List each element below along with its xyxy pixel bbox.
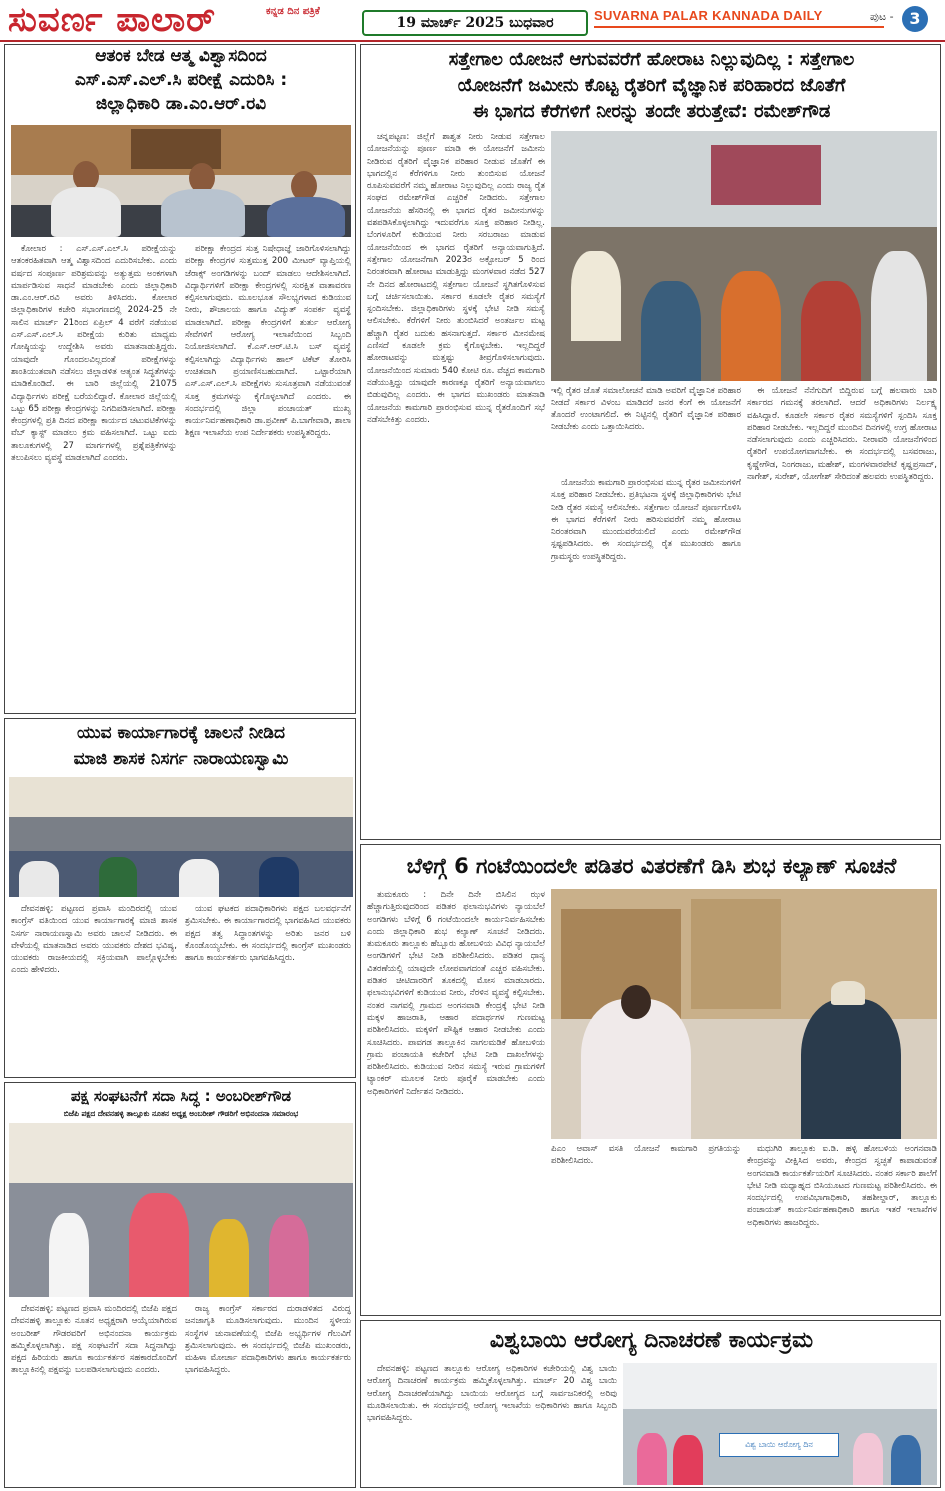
story1-col1-text: ಕೋಲಾರ : ಎಸ್.ಎಸ್.ಎಲ್.ಸಿ ಪರೀಕ್ಷೆಯನ್ನು ಆತಂಕರಹಿತವಾಗಿ ಆತ್ಮ ವಿಶ್ವಾಸದಿಂದ ಎದುರಿಸಬೇಕು. ಎಂದು ವರ್ಷದ ಸಂಪೂರ್ಣ ಪರಿಶ್ರಮವನ್ನು ಅತ್ಯುತ್ತಮ ಅಂಕಗಳಾಗಿ ಮಾರ್ಪಡಿಸುವ ಸಾಧನೆ ಮಾಡಬೇಕು ಎಂದು ಜಿಲ್ಲಾಧಿಕಾರಿ ಡಾ.ಎಂ.ಆರ್.ರವಿ ಅವರು ತಿಳಿಸಿದರು. ಕೋಲಾರ ಜಿಲ್ಲಾಧಿಕಾರಿಗಳ ಕಚೇರಿ ಸಭಾಂಗಣದಲ್ಲಿ 2024-25 ನೇ ಸಾಲಿನ ಮಾರ್ಚ್ 21ರಿಂದ ಏಪ್ರಿಲ್ 4 ವರೆಗೆ ನಡೆಯುವ ಎಸ್.ಎಸ್.ಎಲ್.ಸಿ ಪರೀಕ್ಷೆಯ ಕುರಿತು ಮಾಧ್ಯಮ ಗೋಷ್ಠಿಯನ್ನು ಉದ್ದೇಶಿಸಿ ಅವರು ಮಾತನಾಡುತ್ತಿದ್ದರು. ಯಾವುದೇ ಗೊಂದಲವಿಲ್ಲದಂತೆ ಪರೀಕ್ಷೆಗಳನ್ನು ಶಾಂತಿಯುತವಾಗಿ ನಡೆಸಲು ಜಿಲ್ಲಾಡಳಿತ ಆತ್ಯಂತ ಸಿದ್ಧತೆಗಳನ್ನು ಮಾಡಿಕೊಂಡಿದೆ. ಈ ಬಾರಿ ಜಿಲ್ಲೆಯಲ್ಲಿ 21075 ವಿದ್ಯಾರ್ಥಿಗಳು ಪರೀಕ್ಷೆ ಬರೆಯಲಿದ್ದಾರೆ. ಕೋಲಾರ ಜಿಲ್ಲೆಯಲ್ಲಿ ಒಟ್ಟು 65 ಪರೀಕ್ಷಾ ಕೇಂದ್ರಗಳನ್ನು ನಿಗದಿಪಡಿಸಲಾಗಿದೆ. ಪರೀಕ್ಷಾ ಕೇಂದ್ರಗಳಲ್ಲಿ ಪ್ರತಿ ದಿನದ ಪರೀಕ್ಷಾ ಕಾರ್ಯದ ಚಟುವಟಿಕೆಗಳನ್ನು ವೆಬ್ ಕ್ಯಾಸ್ಟ್ ಮಾಡಲು ಕ್ರಮ ವಹಿಸಲಾಗಿದೆ. ಒಟ್ಟು ಐದು ತಾಲೂಕುಗಳಲ್ಲಿ 27 ಮಾರ್ಗಗಳಲ್ಲಿ ಪ್ರಶ್ನೆಪತ್ರಿಕೆಗಳನ್ನು ತಲುಪಿಸಲು ವ್ಯವಸ್ಥೆ ಮಾಡಲಾಗಿದೆ ಎಂದರು. (11, 244, 177, 464)
story-oral-health-day (360, 1320, 941, 1488)
story4-photo-caption: ಇಲ್ಲಿ ರೈತರ ಜೊತೆ ಸಮಾಲೋಚನೆ ಮಾಡಿ ಅವರಿಗೆ ವೈಜ್ಞಾನಿಕ ಪರಿಹಾರ ನೀಡದೆ ಸರ್ಕಾರ ವಿಳಂಬ ಮಾಡಿದರೆ ಜನರ ಕೆಂಗೆ ಈ ಯೋಜನೆಗೆ ತೊಂದರೆ ಉಂಟಾಗಲಿದೆ. ಈ ನಿಟ್ಟಿನಲ್ಲಿ ರೈತರಿಗೆ ವೈಜ್ಞಾನಿಕ ಪರಿಹಾರ ನೀಡಬೇಕು ಎಂದು ಒತ್ತಾಯಿಸಿದರು. (551, 386, 741, 432)
story4-right-text: ಈ ಯೋಜನೆ ನೆನೆಗುದಿಗೆ ಬಿದ್ದಿರುವ ಬಗ್ಗೆ ಹಲವಾರು ಬಾರಿ ಸರ್ಕಾರದ ಗಮನಕ್ಕೆ ತರಲಾಗಿದೆ. ಆದರೆ ಅಧಿಕಾರಿಗಳು ನಿರ್ಲಕ್ಷ್ಯ ವಹಿಸಿದ್ದಾರೆ. ಕೂಡಲೇ ಸರ್ಕಾರ ರೈತರ ಸಮಸ್ಯೆಗಳಿಗೆ ಸ್ಪಂದಿಸಿ ಸೂಕ್ತ ಪರಿಹಾರ ನೀಡಬೇಕು. ಇಲ್ಲದಿದ್ದರೆ ಮುಂದಿನ ದಿನಗಳಲ್ಲಿ ಉಗ್ರ ಹೋರಾಟ ನಡೆಸಲಾಗುವುದು ಎಂದು ಎಚ್ಚರಿಸಿದರು. ನೀರಾವರಿ ಯೋಜನೆಗಳಿಂದ ರೈತರಿಗೆ ಉಪಯೋಗವಾಗಬೇಕು. ಈ ಸಂದರ್ಭದಲ್ಲಿ ಬಸವರಾಜು, ಕೃಷ್ಣೇಗೌಡ, ನಿಂಗರಾಜು, ಮಹೇಶ್, ಮಂಗಳವಾರಪೇಟೆ ಕೃಷ್ಣಪ್ರಸಾದ್, ನಾಗೇಶ್, ಸುರೇಶ್, ಯೋಗೇಶ್ ಸೇರಿದಂತೆ ಹಲವರು ಉಪಸ್ಥಿತರಿದ್ದರು. (747, 386, 937, 483)
story2-col2-text: ಯುವ ಘಟಕದ ಪದಾಧಿಕಾರಿಗಳು ಪಕ್ಷದ ಬಲವರ್ಧನೆಗೆ ಶ್ರಮಿಸಬೇಕು. ಈ ಕಾರ್ಯಾಗಾರದಲ್ಲಿ ಭಾಗವಹಿಸಿದ ಯುವಕರು ಪಕ್ಷದ ತತ್ವ ಸಿದ್ಧಾಂತಗಳನ್ನು ಅರಿತು ಜನರ ಬಳಿ ಕೊಂಡೊಯ್ಯಬೇಕು. ಈ ಸಂದರ್ಭದಲ್ಲಿ ಕಾಂಗ್ರೆಸ್ ಮುಖಂಡರು ಹಾಗೂ ಕಾರ್ಯಕರ್ತರು ಭಾಗವಹಿಸಿದ್ದರು. (185, 904, 351, 964)
story5-col1-text: ತುಮಕೂರು : ದಿನೇ ದಿನೇ ಬಿಸಿಲಿನ ಝಳ ಹೆಚ್ಚಾಗುತ್ತಿರುವುದರಿಂದ ಪಡಿತರ ಫಲಾನುಭವಿಗಳು ನ್ಯಾಯಬೆಲೆ ಅಂಗಡಿಗಳು ಬೆಳಿಗ್ಗೆ 6 ಗಂಟೆಯಿಂದಲೇ ಕಾರ್ಯನಿರ್ವಹಿಸಬೇಕು ಎಂದು ಜಿಲ್ಲಾಧಿಕಾರಿ ಶುಭ ಕಲ್ಯಾಣ್ ಸೂಚನೆ ನೀಡಿದರು. ತುಮಕೂರು ತಾಲ್ಲೂಕು ಹೆಬ್ಬೂರು ಹೋಬಳಿಯ ವಿವಿಧ ನ್ಯಾಯಬೆಲೆ ಅಂಗಡಿಗಳಿಗೆ ಭೇಟಿ ನೀಡಿ ಪರಿಶೀಲಿಸಿದರು. ಪಡಿತರ ಧಾನ್ಯ ವಿತರಣೆಯಲ್ಲಿ ಯಾವುದೇ ಲೋಪವಾಗದಂತೆ ಎಚ್ಚರ ವಹಿಸಬೇಕು. ಪಡಿತರ ಚೀಟಿದಾರರಿಗೆ ತೂಕದಲ್ಲಿ ಮೋಸ ಮಾಡಬಾರದು. ಫಲಾನುಭವಿಗಳಿಗೆ ಕುಡಿಯುವ ನೀರು, ನೆರಳಿನ ವ್ಯವಸ್ಥೆ ಕಲ್ಪಿಸಬೇಕು. ನಂತರ ನಾಗವಲ್ಲಿ ಗ್ರಾಮದ ಅಂಗನವಾಡಿ ಕೇಂದ್ರಕ್ಕೆ ಭೇಟಿ ನೀಡಿ ಮಕ್ಕಳ ಹಾಜರಾತಿ, ಆಹಾರ ಪದಾರ್ಥಗಳ ಗುಣಮಟ್ಟ ಪರಿಶೀಲಿಸಿದರು. ಮಕ್ಕಳಿಗೆ ಪೌಷ್ಟಿಕ ಆಹಾರ ನೀಡಬೇಕು ಎಂದು ಸೂಚಿಸಿದರು. ಪಾವಗಡ ತಾಲ್ಲೂಕಿನ ನಾಗಲಮಡಿಕೆ ಹೋಬಳಿಯ ಗ್ರಾಮ ಪಂಚಾಯತಿ ಕಚೇರಿಗೆ ಭೇಟಿ ನೀಡಿ ದಾಖಲೆಗಳನ್ನು ಪರಿಶೀಲಿಸಿದರು. ಕುಡಿಯುವ ನೀರಿನ ಸಮಸ್ಯೆ ಇರುವ ಗ್ರಾಮಗಳಿಗೆ ಟ್ಯಾಂಕರ್ ಮೂಲಕ ನೀರು ಪೂರೈಕೆ ಮಾಡಬೇಕು ಎಂದು ಅಧಿಕಾರಿಗಳಿಗೆ ನಿರ್ದೇಶನ ನೀಡಿದರು. (367, 890, 545, 1097)
story1-headline-line3: ಜಿಲ್ಲಾಧಿಕಾರಿ ಡಾ.ಎಂ.ಆರ್.ರವಿ (95, 94, 267, 114)
story-youth-workshop (4, 718, 356, 1078)
story2-headline-line1: ಯುವ ಕಾರ್ಯಾಗಾರಕ್ಕೆ ಚಾಲನೆ ನೀಡಿದ (77, 723, 285, 743)
newspaper-brand: ಸುವರ್ಣ ಪಾಲಾರ್ (8, 0, 217, 40)
story4-headline-line2: ಯೋಜನೆಗೆ ಜಮೀನು ಕೊಟ್ಟ ರೈತರಿಗೆ ವೈಜ್ಞಾನಿಕ ಪರಿಹಾರದ ಜೊತೆಗೆ (457, 75, 846, 96)
story3-body-col1 (11, 1303, 177, 1483)
story1-headline-line1: ಆತಂಕ ಬೇಡ ಆತ್ಮ ವಿಶ್ವಾಸದಿಂದ (95, 46, 267, 66)
title-underline (594, 26, 884, 28)
story-sslc-exam (4, 44, 356, 714)
story4-body-right (747, 385, 937, 831)
story4-left-text: ಚನ್ನಪಟ್ಟಣ: ಜಿಲ್ಲೆಗೆ ಶಾಶ್ವತ ನೀರು ನೀಡುವ ಸತ್ತೇಗಾಲ ಯೋಜನೆಯನ್ನು ಪೂರ್ಣ ಮಾಡಿ ಈ ಯೋಜನೆಗೆ ಜಮೀನು ನೀಡಿರುವ ರೈತರಿಗೆ ವೈಜ್ಞಾನಿಕ ಪರಿಹಾರ ನೀಡುವ ಜೊತೆಗೆ ಈ ಭಾಗದಲ್ಲಿನ ಕೆರೆಗಳಿಗೂ ನೀರು ತುಂಬಿಸುವ ಯೋಜನೆ ರೂಪಿಸುವವರೆಗೆ ನಮ್ಮ ಹೋರಾಟ ನಿಲ್ಲುವುದಿಲ್ಲ ಎಂದು ರಾಜ್ಯ ರೈತ ಸಂಘದ ರಮೇಶ್‌ಗೌಡ ಎಚ್ಚರಿಕೆ ನೀಡಿದರು. ಸತ್ತೇಗಾಲ ಯೋಜನೆಯ ಹೆಸರಿನಲ್ಲಿ ಈ ಭಾಗದ ರೈತರ ಜಮೀನುಗಳನ್ನು ವಶಪಡಿಸಿಕೊಳ್ಳಲಾಗಿದ್ದು ಇದುವರೆಗೂ ಸೂಕ್ತ ಪರಿಹಾರ ನೀಡಿಲ್ಲ. ಬೆಂಗಳೂರಿಗೆ ಕುಡಿಯುವ ನೀರು ಸರಬರಾಜು ಮಾಡುವ ಯೋಜನೆಯಿಂದ ಈ ಭಾಗದ ರೈತರಿಗೆ ಅನ್ಯಾಯವಾಗುತ್ತಿದೆ. ಸತ್ತೇಗಾಲ ಯೋಜನೆಗಾಗಿ 2023ರ ಅಕ್ಟೋಬರ್ 5 ರಿಂದ ನಿರಂತರವಾಗಿ ಹೋರಾಟ ಮಾಡುತ್ತಿದ್ದು ಮಂಗಳವಾರ ನಡೆದ 527 ನೇ ದಿನದ ಹೋರಾಟದಲ್ಲಿ ಸತ್ತೇಗಾಲ ಯೋಜನೆ ಸ್ಥಗಿತಗೊಳಿಸುವ ಬಗ್ಗೆ ಚರ್ಚಿಸಲಾಯಿತು. ಸರ್ಕಾರ ಕೂಡಲೇ ರೈತರ ಸಮಸ್ಯೆಗೆ ಸ್ಪಂದಿಸಬೇಕು. ಜಿಲ್ಲಾಧಿಕಾರಿಗಳು ಸ್ಥಳಕ್ಕೆ ಭೇಟಿ ನೀಡಿ ಸಮಸ್ಯೆ ಆಲಿಸಬೇಕು. ಕೆರೆಗಳಿಗೆ ನೀರು ತುಂಬಿಸಿದರೆ ಅಂತರ್ಜಲ ಮಟ್ಟ ಹೆಚ್ಚಾಗಿ ರೈತರ ಬದುಕು ಹಸನಾಗುತ್ತದೆ. ಸರ್ಕಾರ ಮೀನಮೇಷ ಎಣಿಸದೆ ಕೂಡಲೇ ಕ್ರಮ ಕೈಗೊಳ್ಳಬೇಕು. ಇಲ್ಲದಿದ್ದರೆ ಹೋರಾಟವನ್ನು ಮತ್ತಷ್ಟು ತೀವ್ರಗೊಳಿಸಲಾಗುವುದು. ಯೋಜನೆಯಿಂದ ಸುಮಾರು 540 ಕೋಟಿ ರೂ. ವೆಚ್ಚದ ಕಾಮಗಾರಿ ನಡೆಯುತ್ತಿದ್ದು ಯಾವುದೇ ಕಾರಣಕ್ಕೂ ರೈತರಿಗೆ ಅನ್ಯಾಯವಾಗಲು ಬಿಡುವುದಿಲ್ಲ ಎಂದರು. ಈ ಭಾಗದ ಮುಖಂಡರು ಮಾತನಾಡಿ ಯೋಜನೆಯ ಕಾಮಗಾರಿ ಪ್ರಾರಂಭಿಸುವ ಮುನ್ನ ರೈತರೊಂದಿಗೆ ಸಭೆ ನಡೆಸಬೇಕಿತ್ತು ಎಂದರು. (367, 132, 545, 425)
story1-photo-meeting (11, 125, 351, 237)
story6-banner: ವಿಶ್ವ ಬಾಯಿ ಆರೋಗ್ಯ ದಿನ (719, 1433, 839, 1457)
story6-body-text: ದೇವನಹಳ್ಳಿ: ಪಟ್ಟಣದ ತಾಲ್ಲೂಕು ಆರೋಗ್ಯ ಅಧಿಕಾರಿಗಳ ಕಚೇರಿಯಲ್ಲಿ ವಿಶ್ವ ಬಾಯಿ ಆರೋಗ್ಯ ದಿನಾಚರಣೆ ಕಾರ್ಯಕ್ರಮ ಹಮ್ಮಿಕೊಳ್ಳಲಾಗಿತ್ತು. ಮಾರ್ಚ್ 20 ವಿಶ್ವ ಬಾಯಿ ಆರೋಗ್ಯ ದಿನಾಚರಣೆಯಾಗಿದ್ದು ಬಾಯಿಯ ಆರೋಗ್ಯದ ಬಗ್ಗೆ ಸಾರ್ವಜನಿಕರಲ್ಲಿ ಅರಿವು ಮೂಡಿಸಲಾಯಿತು. ಈ ಸಂದರ್ಭದಲ್ಲಿ ಆರೋಗ್ಯ ಇಲಾಖೆಯ ಅಧಿಕಾರಿಗಳು ಹಾಗೂ ಸಿಬ್ಬಂದಿ ಭಾಗವಹಿಸಿದ್ದರು. (367, 1364, 617, 1424)
story1-col2-text: ಪರೀಕ್ಷಾ ಕೇಂದ್ರದ ಸುತ್ತ ನಿಷೇಧಾಜ್ಞೆ ಜಾರಿಗೊಳಿಸಲಾಗಿದ್ದು ಪರೀಕ್ಷಾ ಕೇಂದ್ರಗಳ ಸುತ್ತಮುತ್ತ 200 ಮೀಟರ್ ವ್ಯಾಪ್ತಿಯಲ್ಲಿ ಜೆರಾಕ್ಸ್ ಅಂಗಡಿಗಳನ್ನು ಬಂದ್ ಮಾಡಲು ಆದೇಶಿಸಲಾಗಿದೆ. ವಿದ್ಯಾರ್ಥಿಗಳಿಗೆ ಪರೀಕ್ಷಾ ಕೇಂದ್ರಗಳಲ್ಲಿ ಸುರಕ್ಷಿತ ವಾತಾವರಣ ಕಲ್ಪಿಸಲಾಗುವುದು. ಮೂಲಭೂತ ಸೌಲಭ್ಯಗಳಾದ ಕುಡಿಯುವ ನೀರು, ಶೌಚಾಲಯ ಹಾಗೂ ವಿದ್ಯುತ್ ಸಂಪರ್ಕ ವ್ಯವಸ್ಥೆ ಮಾಡಲಾಗಿದೆ. ಪರೀಕ್ಷಾ ಕೇಂದ್ರಗಳಿಗೆ ತುರ್ತು ಆರೋಗ್ಯ ಸೇವೆಗಳಿಗೆ ಆರೋಗ್ಯ ಇಲಾಖೆಯಿಂದ ಸಿಬ್ಬಂದಿ ನಿಯೋಜಿಸಲಾಗಿದೆ. ಕೆ.ಎಸ್.ಆರ್.ಟಿ.ಸಿ ಬಸ್ ವ್ಯವಸ್ಥೆ ಕಲ್ಪಿಸಲಾಗಿದ್ದು ವಿದ್ಯಾರ್ಥಿಗಳು ಹಾಲ್ ಟಿಕೆಟ್ ತೋರಿಸಿ ಉಚಿತವಾಗಿ ಪ್ರಯಾಣಿಸಬಹುದಾಗಿದೆ. ಒಟ್ಟಾರೆಯಾಗಿ ಎಸ್.ಎಸ್.ಎಲ್.ಸಿ ಪರೀಕ್ಷೆಗಳು ಸುಸೂತ್ರವಾಗಿ ನಡೆಯುವಂತೆ ಸೂಕ್ತ ಕ್ರಮಗಳನ್ನು ಕೈಗೊಳ್ಳಲಾಗಿದೆ ಎಂದರು. ಈ ಸಂದರ್ಭದಲ್ಲಿ ಜಿಲ್ಲಾ ಪಂಚಾಯತ್ ಮುಖ್ಯ ಕಾರ್ಯನಿರ್ವಹಣಾಧಿಕಾರಿ ಡಾ.ಪ್ರವೀಣ್ ಪಿ.ಬಾಗೇವಾಡಿ, ಶಾಲಾ ಶಿಕ್ಷಣ ಇಲಾಖೆಯ ಉಪ ನಿರ್ದೇಶಕರು ಉಪಸ್ಥಿತರಿದ್ದರು. (185, 244, 351, 439)
story2-body-col2 (185, 903, 351, 1073)
story5-photo-caption: ಪಿಎಂ ಆವಾಸ್ ವಸತಿ ಯೋಜನೆ ಕಾಮಗಾರಿ ಪ್ರಗತಿಯನ್ನು ಪರಿಶೀಲಿಸಿದರು. (551, 1144, 741, 1166)
story6-body (367, 1363, 617, 1483)
story3-subhead: ಬಿಜೆಪಿ ಪಕ್ಷದ ದೇವನಹಳ್ಳಿ ತಾಲ್ಲೂಕು ನೂತನ ಅಧ್ಯಕ್ಷ ಅಂಬರೀಶ್ ಗೌಡರಿಗೆ ಅಭಿನಂದನಾ ಸಮಾರಂಭ (63, 1109, 299, 1118)
story6-photo-event (623, 1363, 937, 1485)
story4-body-left (367, 131, 545, 831)
story2-body-col1 (11, 903, 177, 1073)
masthead (0, 0, 945, 42)
story5-body-col2 (747, 1143, 937, 1309)
story6-headline: ವಿಶ್ವಬಾಯಿ ಆರೋಗ್ಯ ದಿನಾಚರಣೆ ಕಾರ್ಯಕ್ರಮ (489, 1328, 814, 1353)
page-label: ಪುಟ - (870, 10, 894, 23)
story5-body-col1 (367, 889, 545, 1309)
story-ration-distribution (360, 844, 941, 1316)
story4-photo-protest (551, 131, 937, 381)
story-party-organisation (4, 1082, 356, 1488)
story2-photo-group (9, 777, 353, 897)
story5-col2-text: ಮಧುಗಿರಿ ತಾಲ್ಲೂಕು ಐ.ಡಿ. ಹಳ್ಳಿ ಹೋಬಳಿಯ ಅಂಗನವಾಡಿ ಕೇಂದ್ರವನ್ನು ವೀಕ್ಷಿಸಿದ ಅವರು, ಕೇಂದ್ರದ ಸ್ವಚ್ಛತೆ ಕಾಪಾಡುವಂತೆ ಅಂಗನವಾಡಿ ಕಾರ್ಯಕರ್ತೆಯರಿಗೆ ಸೂಚಿಸಿದರು. ನಂತರ ಸರ್ಕಾರಿ ಶಾಲೆಗೆ ಭೇಟಿ ನೀಡಿ ಮಧ್ಯಾಹ್ನದ ಬಿಸಿಯೂಟದ ಗುಣಮಟ್ಟ ಪರಿಶೀಲಿಸಿದರು. ಈ ಸಂದರ್ಭದಲ್ಲಿ ಉಪವಿಭಾಗಾಧಿಕಾರಿ, ತಹಶೀಲ್ದಾರ್, ತಾಲ್ಲೂಕು ಪಂಚಾಯತ್ ಕಾರ್ಯನಿರ್ವಹಣಾಧಿಕಾರಿ ಹಾಗೂ ಇತರೆ ಇಲಾಖೆಗಳ ಅಧಿಕಾರಿಗಳು ಹಾಜರಿದ್ದರು. (747, 1144, 937, 1228)
story3-body-col2 (185, 1303, 351, 1483)
story4-bottom-col1-text: ಯೋಜನೆಯ ಕಾಮಗಾರಿ ಪ್ರಾರಂಭಿಸುವ ಮುನ್ನ ರೈತರ ಜಮೀನುಗಳಿಗೆ ಸೂಕ್ತ ಪರಿಹಾರ ನೀಡಬೇಕು. ಪ್ರತಿಭಟನಾ ಸ್ಥಳಕ್ಕೆ ಜಿಲ್ಲಾಧಿಕಾರಿಗಳು ಭೇಟಿ ನೀಡಿ ರೈತರ ಸಮಸ್ಯೆ ಆಲಿಸಬೇಕು. ಸತ್ತೇಗಾಲ ಯೋಜನೆ ಪೂರ್ಣಗೊಳಿಸಿ ಈ ಭಾಗದ ಕೆರೆಗಳಿಗೆ ನೀರು ಹರಿಸುವವರೆಗೆ ನಮ್ಮ ಹೋರಾಟ ನಿರಂತರವಾಗಿ ಮುಂದುವರೆಯಲಿದೆ ಎಂದು ರಮೇಶ್‌ಗೌಡ ಸ್ಪಷ್ಟಪಡಿಸಿದರು. ಈ ಸಂದರ್ಭದಲ್ಲಿ ರೈತ ಮುಖಂಡರು ಹಾಗೂ ಗ್ರಾಮಸ್ಥರು ಉಪಸ್ಥಿತರಿದ್ದರು. (551, 478, 741, 562)
story1-body-col2 (185, 243, 351, 711)
story1-body-col1 (11, 243, 177, 711)
story-sattegala-project (360, 44, 941, 840)
newspaper-tagline: ಕನ್ನಡ ದಿನ ಪತ್ರಿಕೆ (266, 6, 320, 17)
story2-headline-line2: ಮಾಜಿ ಶಾಸಕ ನಿಸರ್ಗ ನಾರಾಯಣಸ್ವಾಮಿ (73, 749, 289, 769)
story5-photo-inspection (551, 889, 937, 1139)
story1-headline-line2: ಎಸ್.ಎಸ್.ಎಲ್.ಸಿ ಪರೀಕ್ಷೆ ಎದುರಿಸಿ : (74, 70, 288, 90)
story5-headline: ಬೆಳಿಗ್ಗೆ 6 ಗಂಟೆಯಿಂದಲೇ ಪಡಿತರ ವಿತರಣೆಗೆ ಡಿಸಿ ಶುಭ ಕಲ್ಯಾಣ್ ಸೂಚನೆ (406, 854, 897, 878)
english-title: SUVARNA PALAR KANNADA DAILY (594, 8, 823, 23)
story3-col1-text: ದೇವನಹಳ್ಳಿ: ಪಟ್ಟಣದ ಪ್ರವಾಸಿ ಮಂದಿರದಲ್ಲಿ ಬಿಜೆಪಿ ಪಕ್ಷದ ದೇವನಹಳ್ಳಿ ತಾಲ್ಲೂಕು ನೂತನ ಅಧ್ಯಕ್ಷರಾಗಿ ಆಯ್ಕೆಯಾಗಿರುವ ಅಂಬರೀಶ್ ಗೌಡರವರಿಗೆ ಅಭಿನಂದನಾ ಕಾರ್ಯಕ್ರಮ ಹಮ್ಮಿಕೊಳ್ಳಲಾಗಿತ್ತು. ಪಕ್ಷ ಸಂಘಟನೆಗೆ ಸದಾ ಸಿದ್ಧನಾಗಿದ್ದು ಪಕ್ಷದ ಹಿರಿಯರು ಹಾಗೂ ಕಾರ್ಯಕರ್ತರ ಸಹಕಾರದೊಂದಿಗೆ ತಾಲ್ಲೂಕಿನಲ್ಲಿ ಪಕ್ಷವನ್ನು ಬಲಪಡಿಸಲಾಗುವುದು ಎಂದರು. (11, 1304, 177, 1376)
page-number-badge: 3 (902, 6, 928, 32)
story2-col1-text: ದೇವನಹಳ್ಳಿ: ಪಟ್ಟಣದ ಪ್ರವಾಸಿ ಮಂದಿರದಲ್ಲಿ ಯುವ ಕಾಂಗ್ರೆಸ್ ವತಿಯಿಂದ ಯುವ ಕಾರ್ಯಾಗಾರಕ್ಕೆ ಮಾಜಿ ಶಾಸಕ ನಿಸರ್ಗ ನಾರಾಯಣಸ್ವಾಮಿ ಅವರು ಚಾಲನೆ ನೀಡಿದರು. ಈ ವೇಳೆಯಲ್ಲಿ ಮಾತನಾಡಿದ ಅವರು ಯುವಕರು ದೇಶದ ಭವಿಷ್ಯ, ಯುವಕರು ರಾಜಕೀಯದಲ್ಲಿ ಸಕ್ರಿಯವಾಗಿ ಪಾಲ್ಗೊಳ್ಳಬೇಕು ಎಂದು ಹೇಳಿದರು. (11, 904, 177, 976)
story4-body-bottom-col1 (551, 477, 741, 831)
story4-headline-line3: ಈ ಭಾಗದ ಕೆರೆಗಳಿಗೆ ನೀರನ್ನು ತಂದೇ ತರುತ್ತೇವೆ: ರಮೇಶ್‌ಗೌಡ (472, 101, 831, 122)
issue-date: 19 ಮಾರ್ಚ್ 2025 ಬುಧವಾರ (362, 10, 588, 36)
story4-headline-line1: ಸತ್ತೇಗಾಲ ಯೋಜನೆ ಆಗುವವರೆಗೆ ಹೋರಾಟ ನಿಲ್ಲುವುದಿಲ್ಲ : ಸತ್ತೇಗಾಲ (448, 49, 855, 70)
story3-col2-text: ರಾಜ್ಯ ಕಾಂಗ್ರೆಸ್ ಸರ್ಕಾರದ ದುರಾಡಳಿತದ ವಿರುದ್ಧ ಜನಜಾಗೃತಿ ಮೂಡಿಸಲಾಗುವುದು. ಮುಂದಿನ ಸ್ಥಳೀಯ ಸಂಸ್ಥೆಗಳ ಚುನಾವಣೆಯಲ್ಲಿ ಬಿಜೆಪಿ ಅಭ್ಯರ್ಥಿಗಳ ಗೆಲುವಿಗೆ ಶ್ರಮಿಸಲಾಗುವುದು. ಈ ಸಂದರ್ಭದಲ್ಲಿ ಬಿಜೆಪಿ ಮುಖಂಡರು, ಮಹಿಳಾ ಮೋರ್ಚಾ ಪದಾಧಿಕಾರಿಗಳು ಹಾಗೂ ಕಾರ್ಯಕರ್ತರು ಭಾಗವಹಿಸಿದ್ದರು. (185, 1304, 351, 1376)
story3-headline: ಪಕ್ಷ ಸಂಘಟನೆಗೆ ಸದಾ ಸಿದ್ಧ : ಅಂಬರೀಶ್‌ಗೌಡ (70, 1087, 292, 1105)
story3-photo-felicitation (9, 1123, 353, 1297)
